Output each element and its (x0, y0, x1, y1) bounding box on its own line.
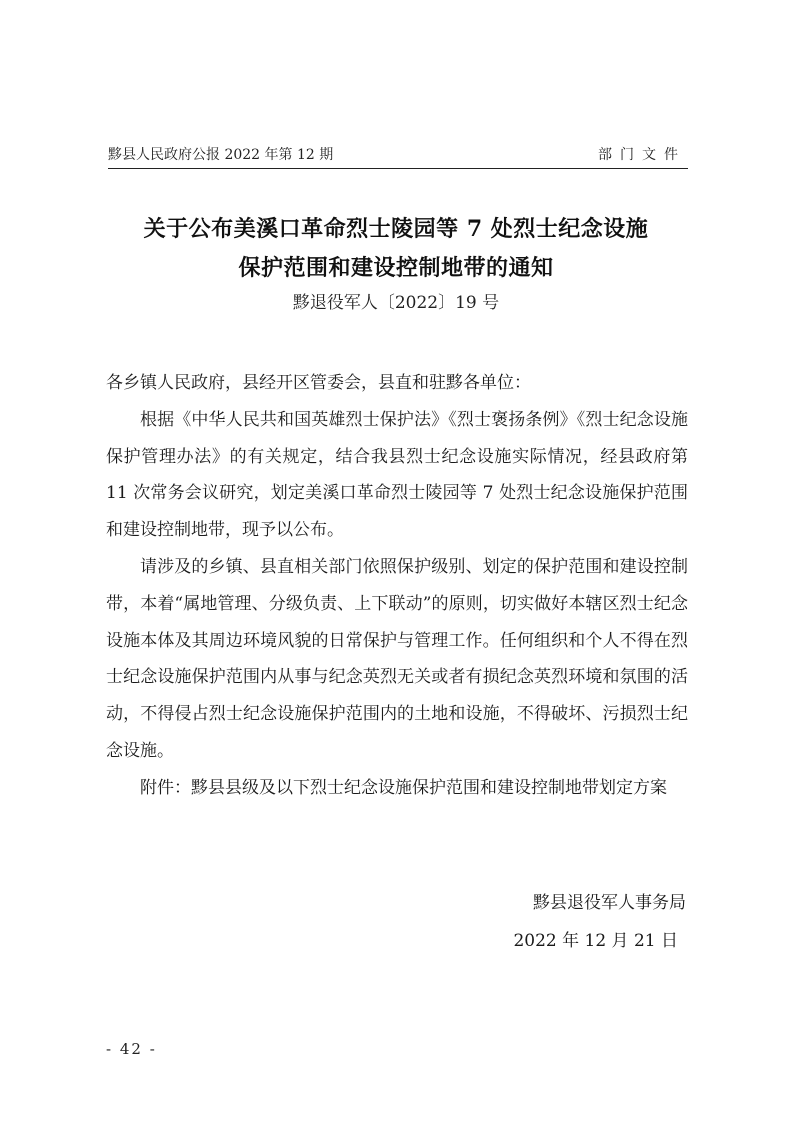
title-line-1: 关于公布美溪口革命烈士陵园等 7 处烈士纪念设施 (143, 216, 649, 242)
paragraph-1: 根据《中华人民共和国英雄烈士保护法》《烈士褒扬条例》《烈士纪念设施保护管理办法》的有关规定，结合我县烈士纪念设施实际情况，经县政府第 11 次常务会议研究，划定美溪口革命烈士陵园等 7 处烈士纪念设施保护范围和建设控制地带，现予以公布。 (106, 409, 688, 541)
issuing-authority: 黟县退役军人事务局 (533, 893, 686, 913)
page-number: - 42 - (106, 1040, 157, 1058)
publication-name: 黟县人民政府公报 2022 年第 12 期 (108, 147, 334, 163)
running-header (108, 140, 686, 168)
issue-date: 2022 年 12 月 21 日 (513, 931, 678, 951)
salutation: 各乡镇人民政府，县经开区管委会，县直和驻黟各单位： (106, 373, 531, 393)
document-title (96, 210, 696, 288)
document-body (106, 365, 688, 807)
paragraph-2: 请涉及的乡镇、县直相关部门依照保护级别、划定的保护范围和建设控制带，本着“属地管理、分级负责、上下联动”的原则，切实做好本辖区烈士纪念设施本体及其周边环境风貌的日常保护与管理工作。任何组织和个人不得在烈士纪念设施保护范围内从事与纪念英烈无关或者有损纪念英烈环境和氛围的活动，不得侵占烈士纪念设施保护范围内的土地和设施，不得破坏、污损烈士纪念设施。 (106, 556, 688, 761)
signature-block (400, 884, 686, 960)
header-divider (108, 168, 688, 169)
document-number: 黟退役军人〔2022〕19 号 (292, 293, 500, 313)
attachment-note: 附件：黟县县级及以下烈士纪念设施保护范围和建设控制地带划定方案 (140, 777, 667, 798)
title-line-2: 保护范围和建设控制地带的通知 (238, 255, 554, 281)
section-label: 部门文件 (598, 147, 686, 163)
